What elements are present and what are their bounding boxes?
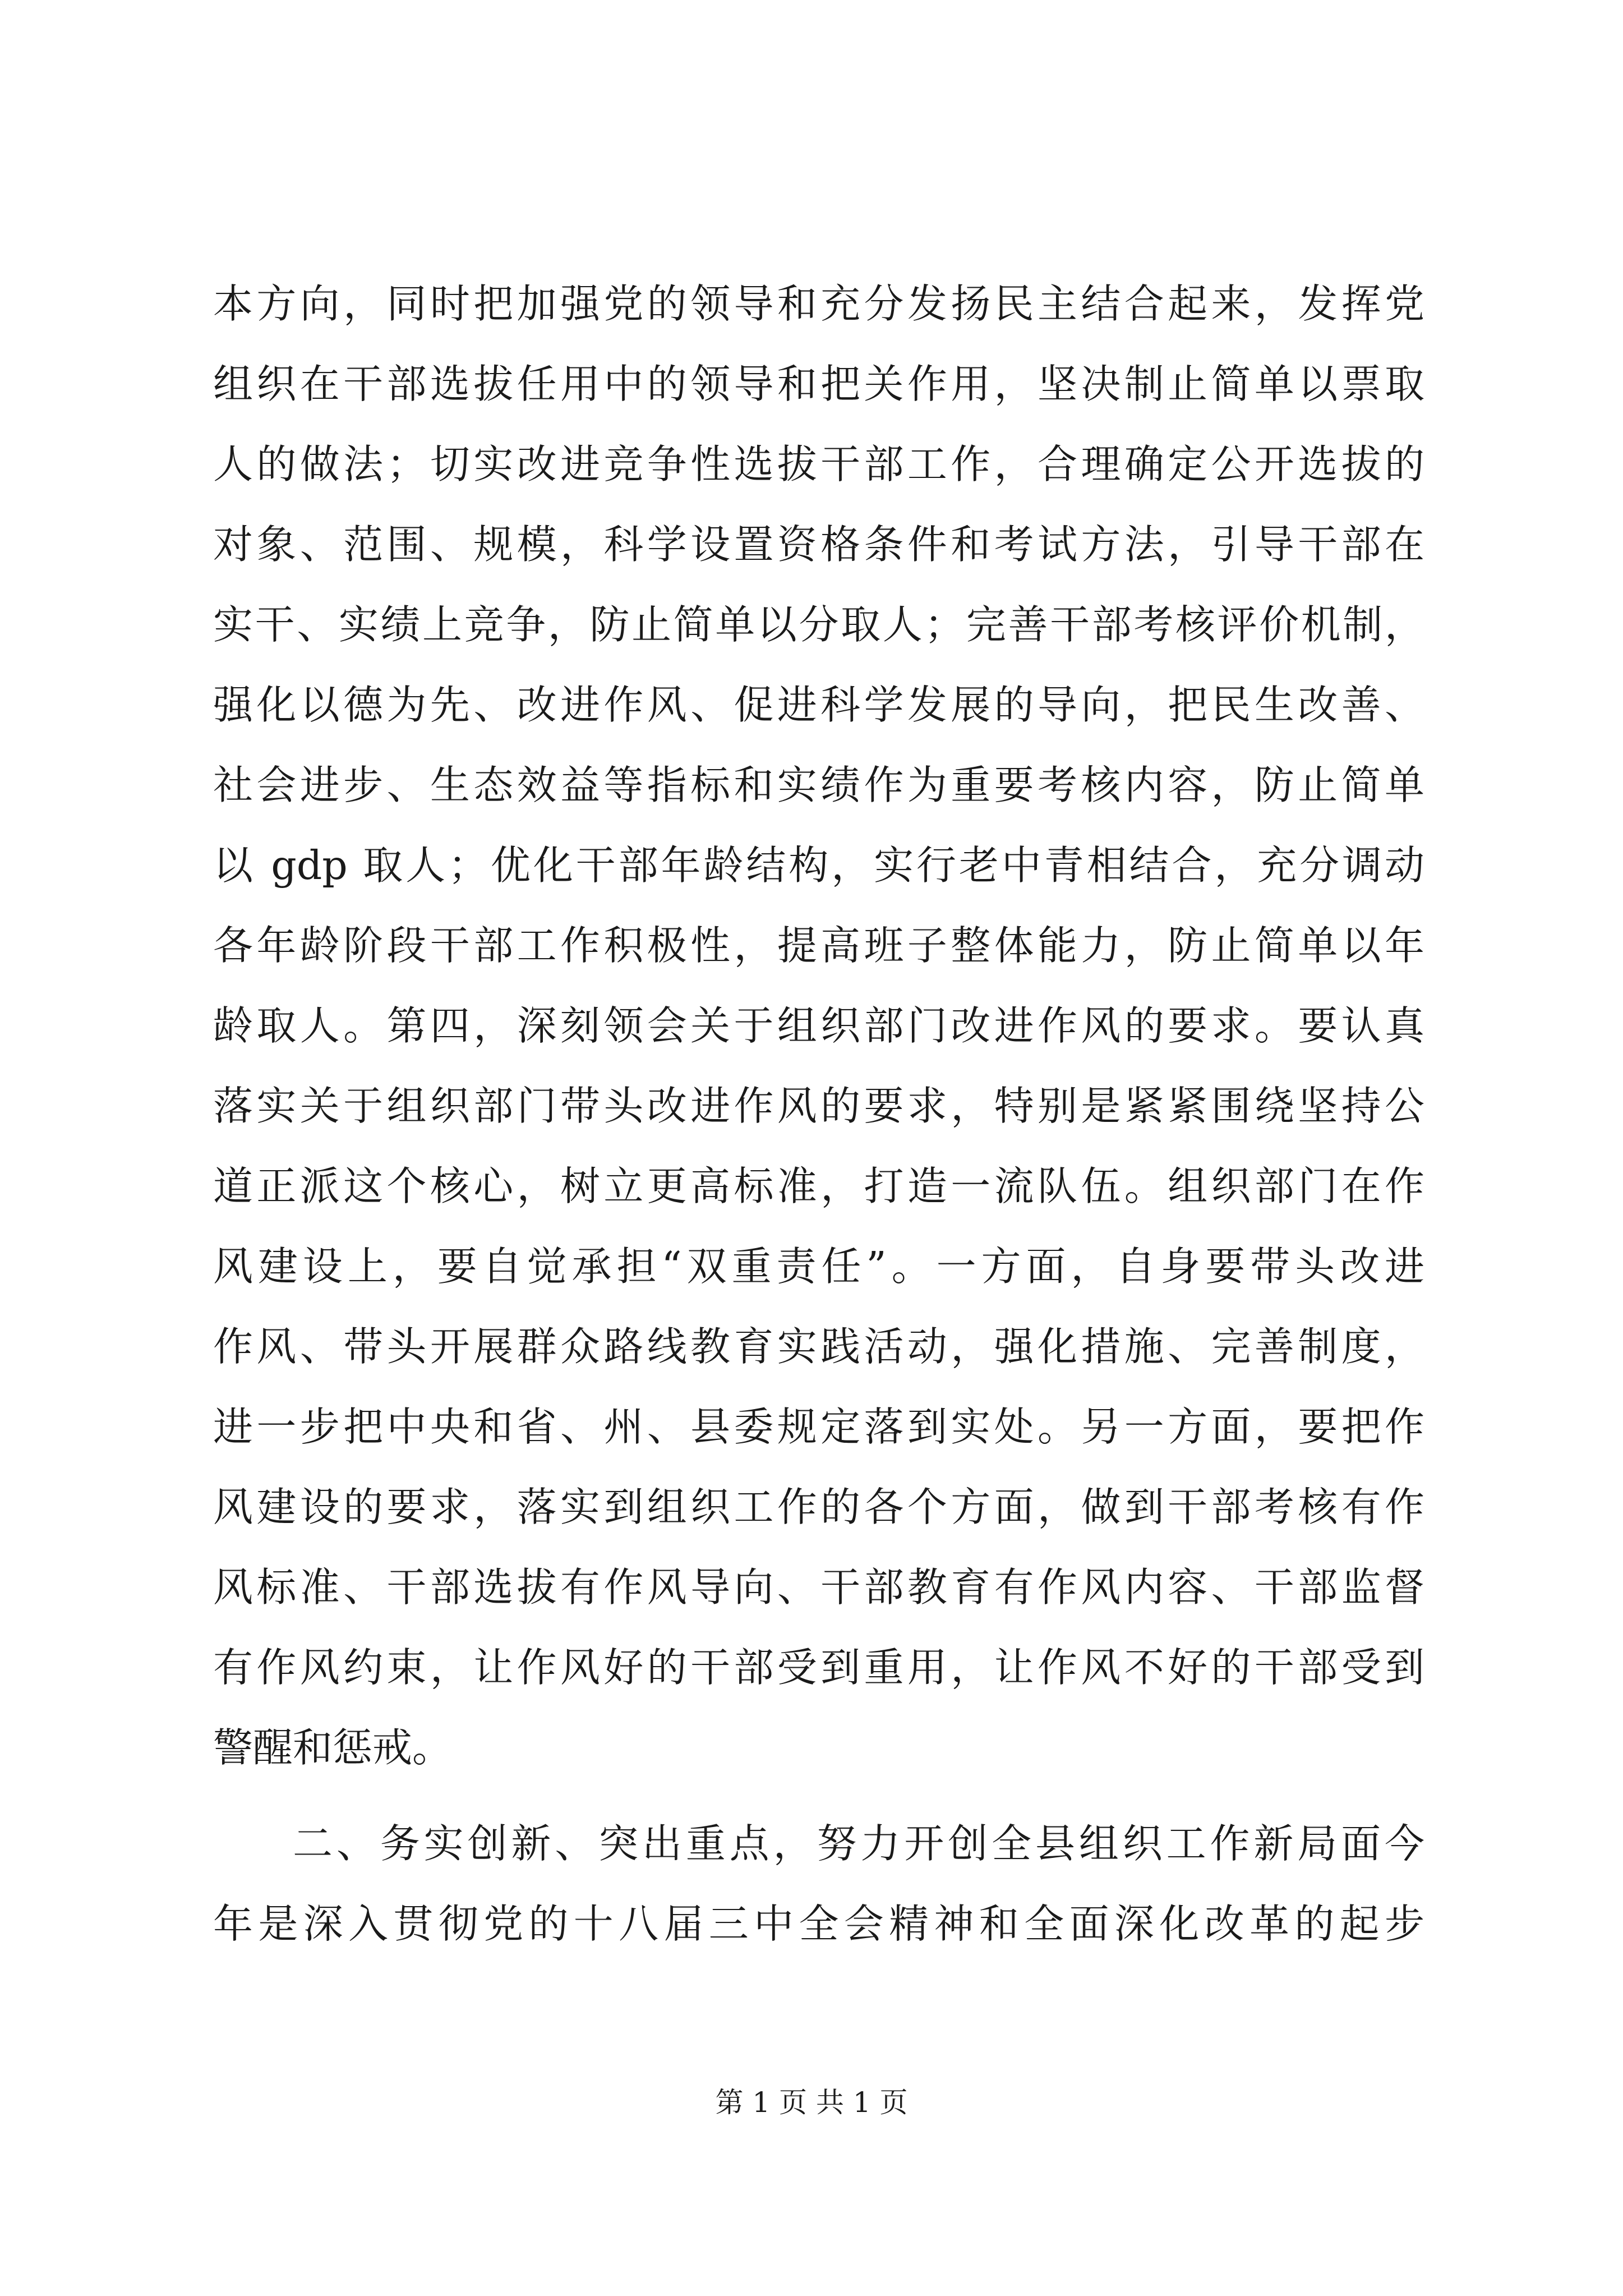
paragraph-1 [213,264,1424,1788]
text-line: 作风、带头开展群众路线教育实践活动，强化措施、完善制度， [213,1323,1424,1370]
text-line: 年是深入贯彻党的十八届三中全会精神和全面深化改革的起步 [213,1901,1424,1947]
text-line: 对象、范围、规模，科学设置资格条件和考试方法，引导干部在 [213,521,1424,568]
text-line: 组织在干部选拔任用中的领导和把关作用，坚决制止简单以票取 [213,361,1424,407]
paragraph-spacer [213,1788,1424,1803]
text-line: 龄取人。第四，深刻领会关于组织部门改进作风的要求。要认真 [213,1002,1424,1049]
text-line: 社会进步、生态效益等指标和实绩作为重要考核内容，防止简单 [213,762,1424,808]
text-line: 进一步把中央和省、州、县委规定落到实处。另一方面，要把作 [213,1404,1424,1450]
text-line: 本方向，同时把加强党的领导和充分发扬民主结合起来，发挥党 [213,280,1424,327]
text-line: 以 gdp 取人；优化干部年龄结构，实行老中青相结合，充分调动 [213,842,1424,889]
text-line: 强化以德为先、改进作风、促进科学发展的导向，把民生改善、 [213,682,1424,728]
text-line: 各年龄阶段干部工作积极性，提高班子整体能力，防止简单以年 [213,922,1424,969]
text-line: 道正派这个核心，树立更高标准，打造一流队伍。组织部门在作 [213,1163,1424,1209]
text-line: 实干、实绩上竞争，防止简单以分取人；完善干部考核评价机制， [213,601,1424,648]
text-line: 警醒和惩戒。 [213,1724,453,1771]
text-line: 人的做法；切实改进竞争性选拔干部工作，合理确定公开选拔的 [213,441,1424,487]
text-line: 风建设上，要自觉承担“双重责任”。一方面，自身要带头改进 [213,1243,1424,1290]
text-line: 落实关于组织部门带头改进作风的要求，特别是紧紧围绕坚持公 [213,1083,1424,1129]
page-number-footer: 第 1 页 共 1 页 [715,2086,908,2119]
text-line: 二、务实创新、突出重点，努力开创全县组织工作新局面今 [293,1820,1424,1867]
text-line: 风标准、干部选拔有作风导向、干部教育有作风内容、干部监督 [213,1564,1424,1611]
text-line: 风建设的要求，落实到组织工作的各个方面，做到干部考核有作 [213,1484,1424,1530]
document-body [213,264,1424,1964]
paragraph-2 [213,1803,1424,1964]
text-line: 有作风约束，让作风好的干部受到重用，让作风不好的干部受到 [213,1644,1424,1691]
